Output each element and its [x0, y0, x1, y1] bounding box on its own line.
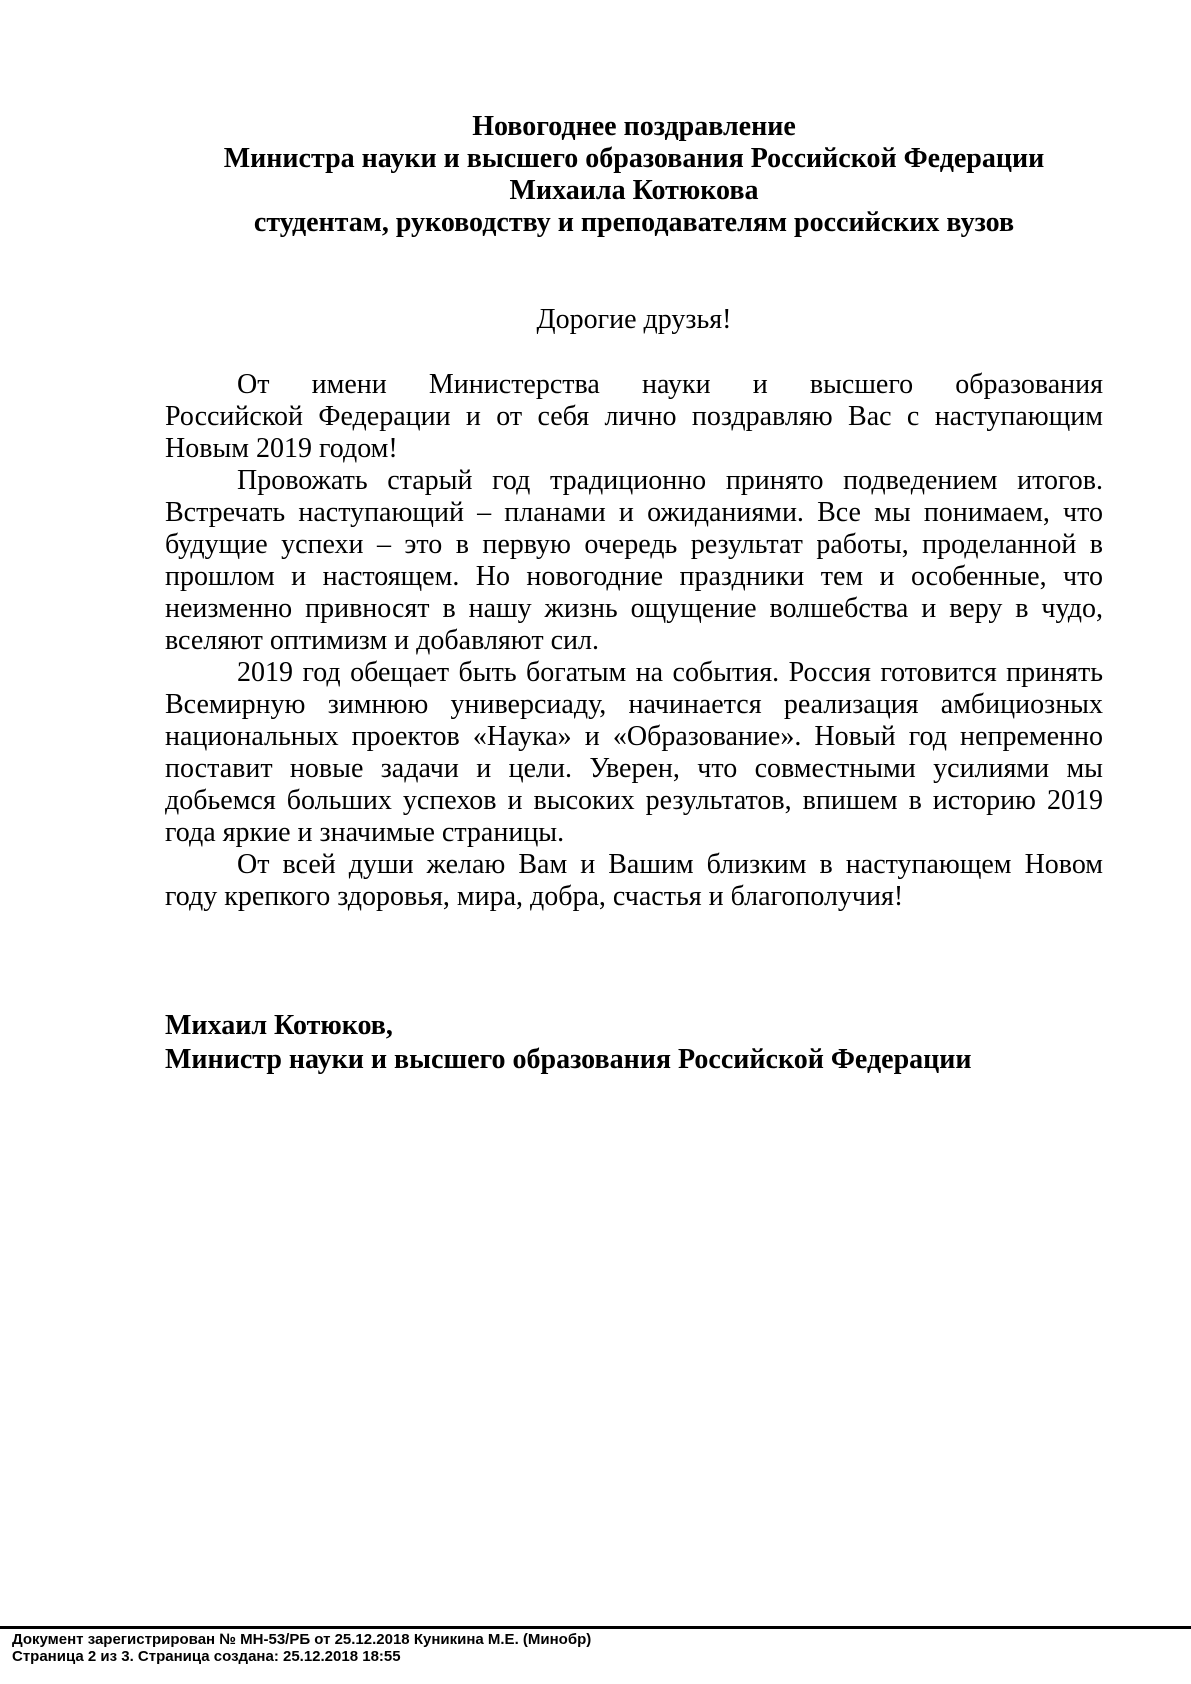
paragraph-line: Новым 2019 годом! — [165, 433, 398, 464]
signature-title: Министр науки и высшего образования Российской Федерации — [165, 1044, 972, 1075]
paragraph-line: прошлом и настоящем. Но новогодние праздники тем и особенные, что — [165, 561, 1103, 592]
paragraph-line: поставит новые задачи и цели. Уверен, что совместными усилиями мы — [165, 753, 1103, 784]
paragraph-line: Всемирную зимнюю универсиаду, начинается реализация амбициозных — [165, 689, 1103, 720]
paragraph-line: неизменно привносят в нашу жизнь ощущение волшебства и веру в чудо, — [165, 593, 1103, 624]
letter-content — [165, 111, 1103, 1077]
paragraph-line: 2019 год обещает быть богатым на события. Россия готовится принять — [237, 657, 1103, 688]
heading-line-1: Новогоднее поздравление — [472, 111, 796, 142]
signature-name: Михаил Котюков, — [165, 1010, 393, 1041]
footer-page-line: Страница 2 из 3. Страница создана: 25.12.2018 18:55 — [12, 1648, 401, 1665]
paragraph-line: Провожать старый год традиционно принято подведением итогов. — [237, 465, 1103, 496]
heading-line-4: студентам, руководству и преподавателям российских вузов — [253, 207, 1015, 238]
paragraph-line: Российской Федерации и от себя лично поздравляю Вас с наступающим — [165, 401, 1103, 432]
signature-block — [165, 1009, 1103, 1077]
heading-line-2: Министра науки и высшего образования Российской Федерации — [223, 143, 1045, 174]
paragraph-3 — [165, 657, 1103, 849]
heading-line-3: Михаила Котюкова — [509, 175, 759, 206]
footer-divider — [0, 1626, 1191, 1629]
registration-footer — [12, 1631, 1182, 1665]
paragraph-line: От имени Министерства науки и высшего образования — [237, 369, 1103, 400]
paragraph-line: года яркие и значимые страницы. — [165, 817, 565, 848]
salutation: Дорогие друзья! — [536, 304, 732, 335]
paragraph-line: От всей души желаю Вам и Вашим близким в наступающем Новом — [237, 849, 1103, 880]
paragraph-line: вселяют оптимизм и добавляют сил. — [165, 625, 599, 656]
footer-registration-line: Документ зарегистрирован № МН-53/РБ от 25.12.2018 Куникина М.Е. (Минобр) — [12, 1631, 592, 1648]
paragraph-line: году крепкого здоровья, мира, добра, счастья и благополучия! — [165, 881, 904, 912]
paragraph-4 — [165, 849, 1103, 913]
paragraph-line: добьемся больших успехов и высоких результатов, впишем в историю 2019 — [165, 785, 1103, 816]
paragraph-1 — [165, 369, 1103, 465]
paragraph-line: национальных проектов «Наука» и «Образование». Новый год непременно — [165, 721, 1103, 752]
paragraph-line: будущие успехи – это в первую очередь результат работы, проделанной в — [165, 529, 1103, 560]
letter-heading — [165, 111, 1103, 239]
paragraph-2 — [165, 465, 1103, 657]
paragraph-line: Встречать наступающий – планами и ожиданиями. Все мы понимаем, что — [165, 497, 1103, 528]
letter-body — [165, 369, 1103, 913]
